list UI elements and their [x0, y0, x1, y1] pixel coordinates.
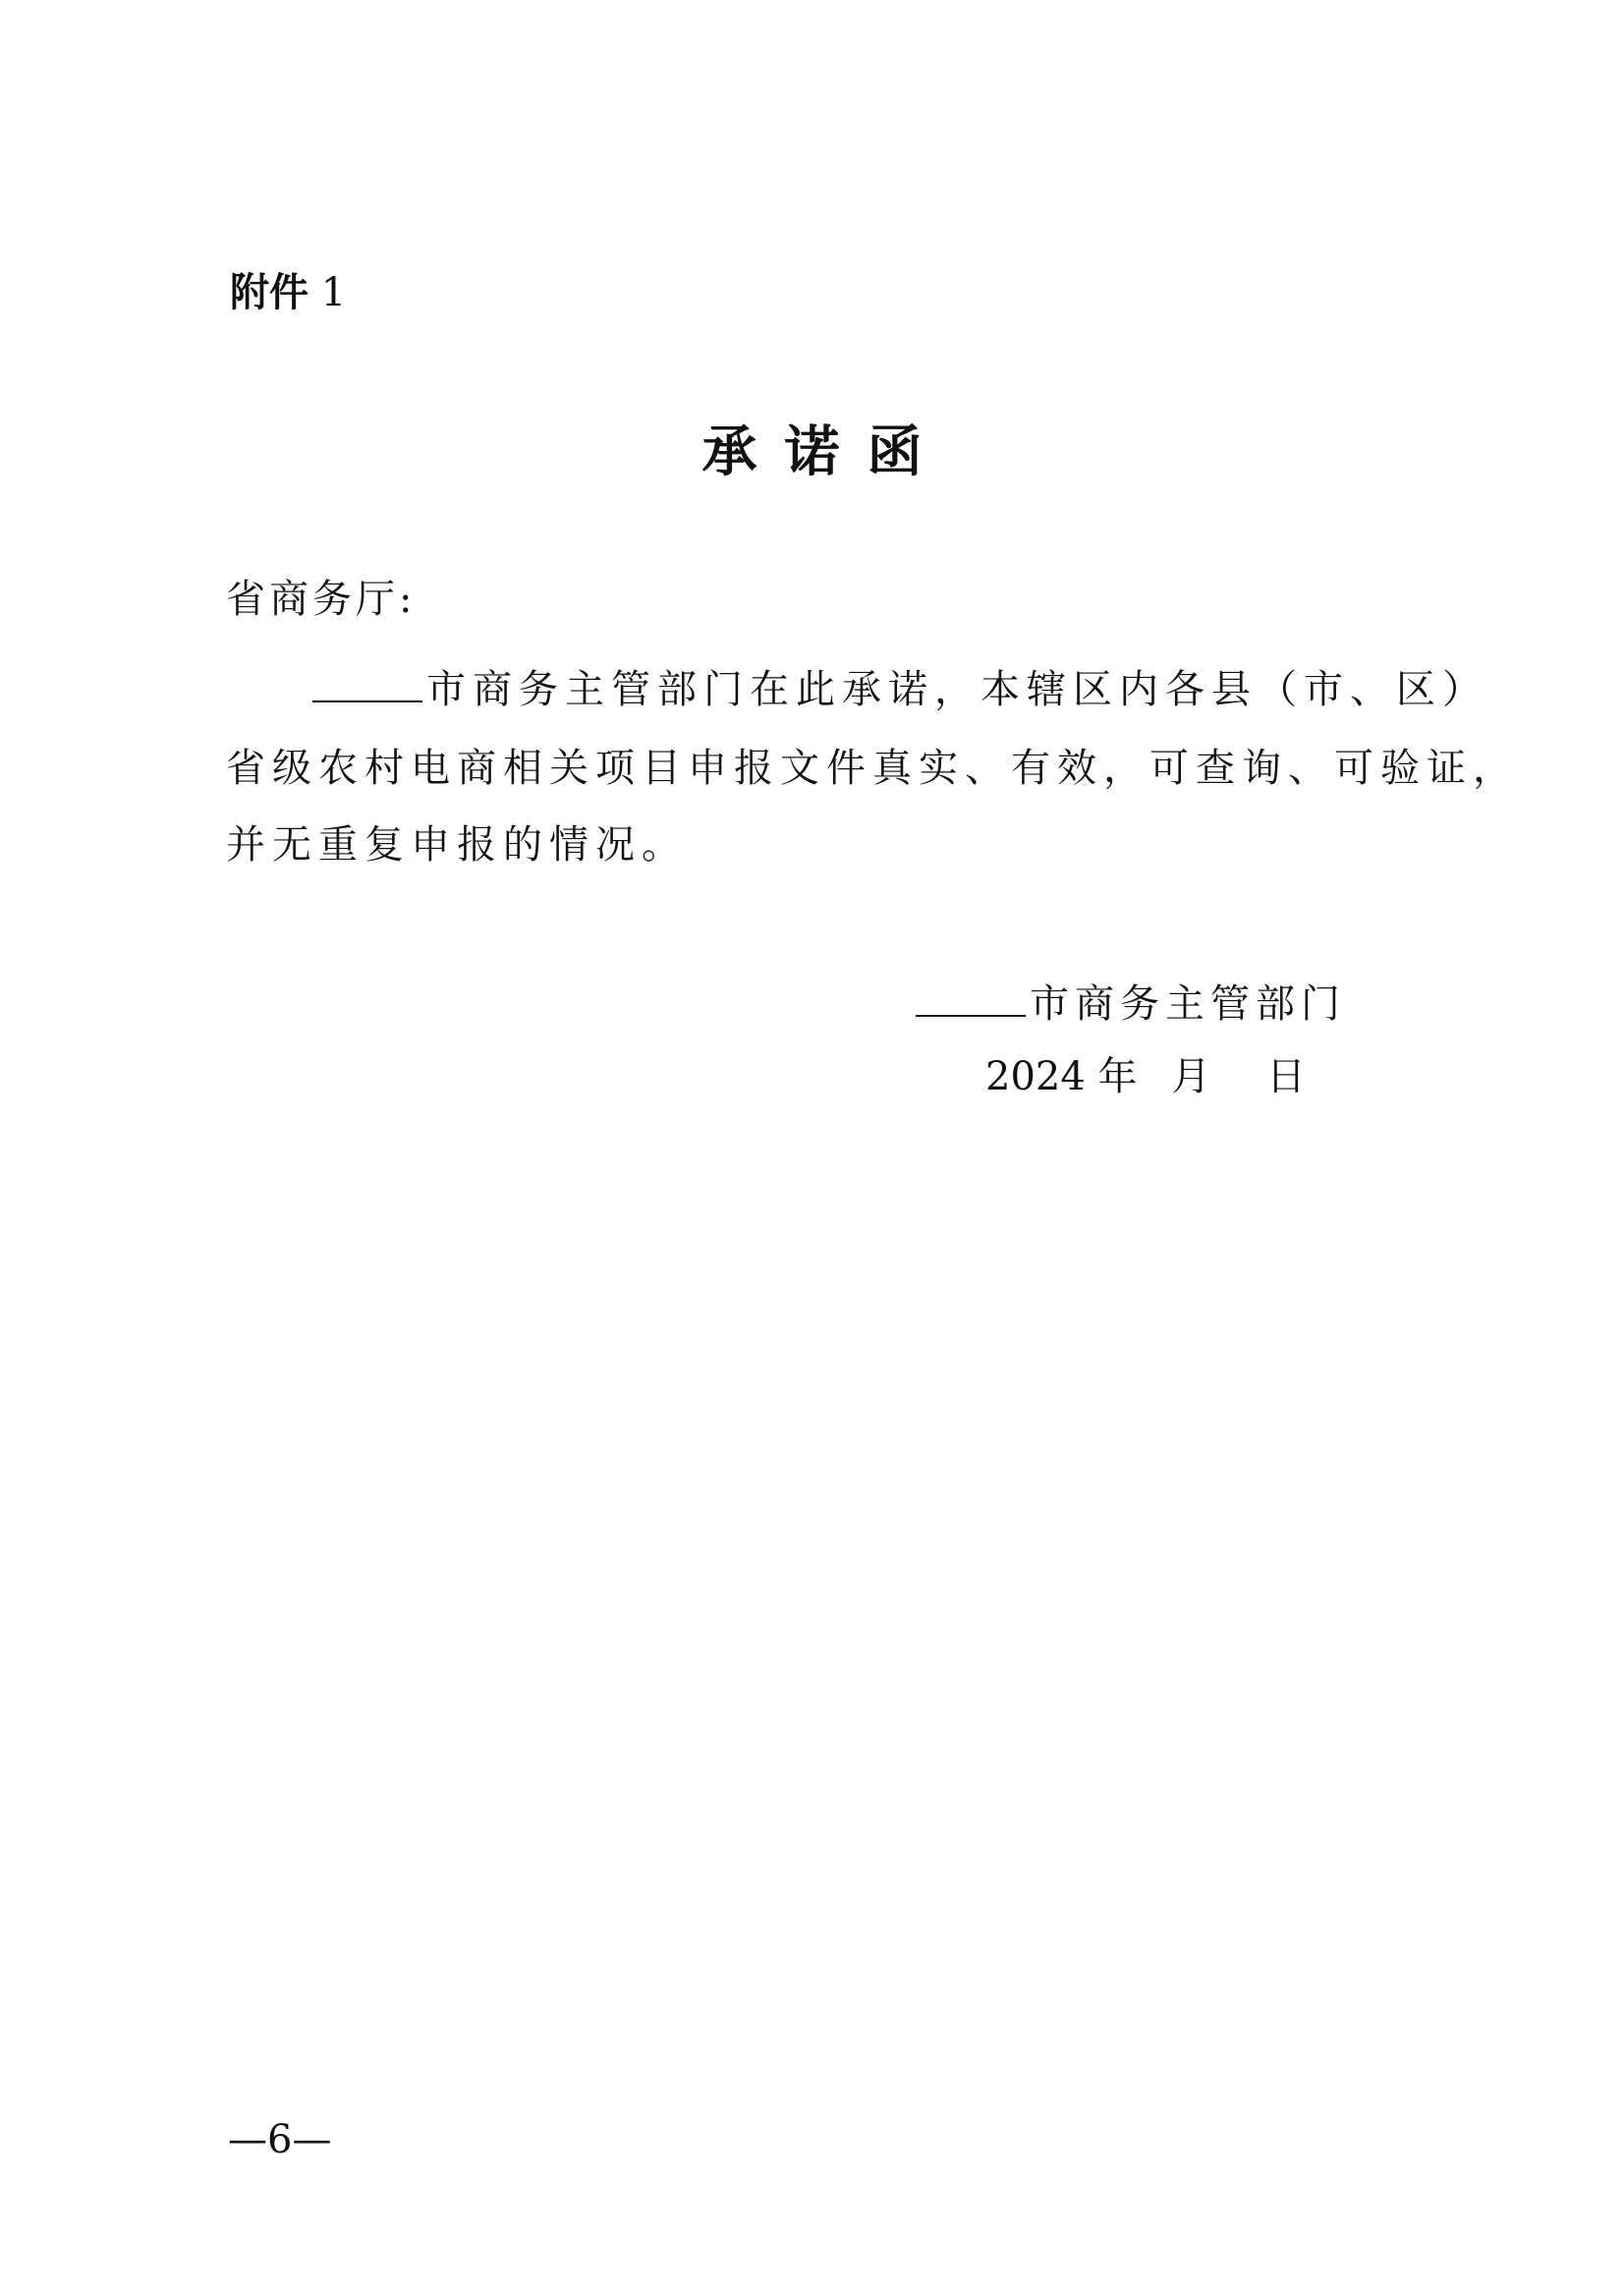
signature-organization: 市商务主管部门 — [1030, 981, 1346, 1027]
date-year-unit: 年 — [1097, 1054, 1138, 1099]
body-line-3: 并无重复申报的情况。 — [226, 822, 688, 868]
date-line — [985, 1047, 1306, 1106]
fill-in-blank — [312, 700, 422, 702]
document-title: 承诺函 — [701, 420, 950, 484]
body-line-1-text: 市商务主管部门在此承诺，本辖区内各县（市、区） — [426, 667, 1488, 712]
salutation: 省商务厅: — [226, 577, 417, 622]
body-line-2: 省级农村电商相关项目申报文件真实、有效，可查询、可验证， — [226, 746, 1519, 791]
attachment-label — [230, 263, 346, 322]
date-month-unit: 月 — [1171, 1054, 1211, 1099]
signature-fill-in-blank — [916, 1014, 1026, 1017]
attachment-number: 1 — [320, 270, 347, 315]
body-line-1 — [312, 660, 1488, 719]
date-day-unit: 日 — [1265, 1054, 1306, 1099]
date-year: 2024 — [985, 1054, 1086, 1099]
page-number: —6— — [228, 2117, 332, 2162]
signature-line — [916, 975, 1346, 1034]
attachment-label-text: 附件 — [230, 270, 308, 315]
